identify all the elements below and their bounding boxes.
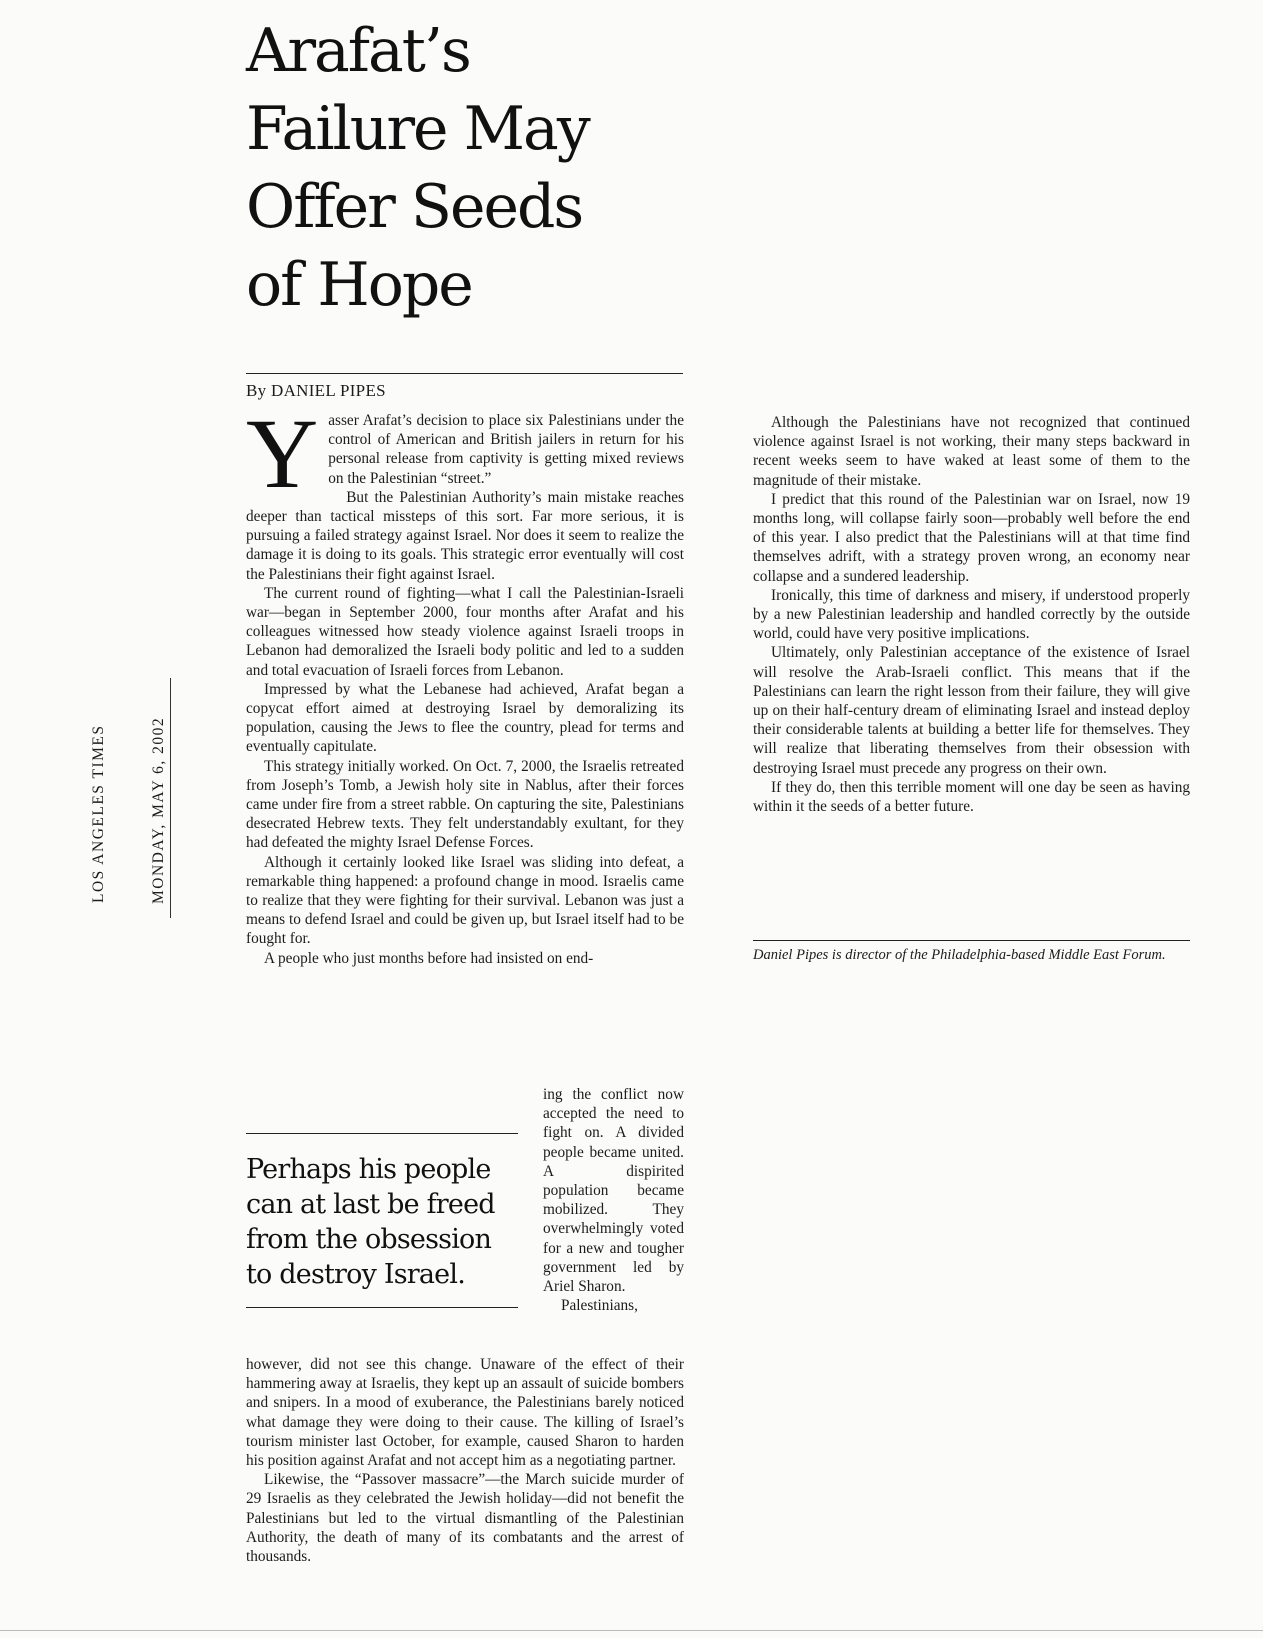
headline-line: Arafat’s <box>246 16 470 86</box>
paragraph: If they do, then this terrible moment will one day be seen as having within it the seeds of a better future. <box>753 778 1190 816</box>
article-column-left-bottom <box>246 1355 684 1566</box>
pullquote-bottom-rule <box>246 1307 518 1308</box>
sidebar-divider <box>170 678 171 918</box>
pull-quote <box>246 1152 536 1292</box>
scan-edge-line <box>0 1630 1263 1631</box>
paragraph: Palestinians, <box>561 1297 638 1315</box>
pull-quote-line: Perhaps his people <box>246 1154 491 1185</box>
paragraph: Impressed by what the Lebanese had achieved, Arafat began a copycat effort aimed at destroying Israel by demoralizing its population, causing the Jews to flee the country, plead for terms and eventually capitulate. <box>246 680 684 756</box>
bio-divider <box>753 940 1190 941</box>
paragraph: This strategy initially worked. On Oct. 7, 2000, the Israelis retreated from Joseph’s Tomb, a Jewish holy site in Nablus, after their forces came under fire from a street rabble. On capturing the site, Palestinians desecrated Hebrew texts. They felt understandably exultant, for they had defeated the mighty Israel Defense Forces. <box>246 757 684 852</box>
paragraph: A people who just months before had insisted on end- <box>264 949 594 967</box>
paragraph: The current round of fighting—what I call the Palestinian-Israeli war—began in September 2000, four months after Arafat and his colleagues witnessed how steady violence against Israeli troops in Lebanon had demoralized the Israeli body politic and led to a sudden and total evacuation of Israeli forces from Lebanon. <box>246 584 684 679</box>
headline <box>246 12 706 324</box>
headline-line: Offer Seeds <box>246 172 583 242</box>
headline-line: of Hope <box>246 250 472 320</box>
publication-date: MONDAY, MAY 6, 2002 <box>150 716 167 904</box>
paragraph: asser Arafat’s decision to place six Palestinians under the control of American and British jailers in return for his personal release from captivity is getting mixed reviews on the Palestinian “street.” <box>328 412 684 487</box>
paragraph: Although the Palestinians have not recognized that continued violence against Israel is not working, their many steps backward in recent weeks seem to have waked at least some of them to the magnitude of their mistake. <box>753 414 1190 489</box>
pull-quote-line: can at last be freed <box>246 1189 495 1220</box>
headline-line: Failure May <box>246 94 589 164</box>
byline-divider <box>246 373 683 374</box>
pull-quote-line: from the obsession <box>246 1224 492 1255</box>
author-bio: Daniel Pipes is director of the Philadelphia-based Middle East Forum. <box>753 947 1166 963</box>
paragraph: Likewise, the “Passover massacre”—the March suicide murder of 29 Israelis as they celebrated the Jewish holiday—did not benefit the Palestinians but led to the virtual dismantling of the Palestinian Authority, the death of many of its combatants and the arrest of thousands. <box>246 1471 684 1566</box>
pull-quote-line: to destroy Israel. <box>246 1259 465 1290</box>
drop-cap: Y <box>246 398 319 509</box>
paragraph: ing the conflict now accepted the need to fight on. A divided people became united. A dispirited population became mobilized. They overwhelmingly voted for a new and tougher government led by Ariel Sharon. <box>543 1086 684 1296</box>
publication-name: LOS ANGELES TIMES <box>90 724 107 903</box>
paragraph: But the Palestinian Authority’s main mistake reaches deeper than tactical missteps of this sort. Far more serious, it is pursuing a failed strategy against Israel. Nor does it seem to realize the damage it is doing to its goals. This strategic error eventually will cost the Palestinians their fight against Israel. <box>246 488 684 583</box>
article-column-right <box>753 413 1190 816</box>
paragraph: Ironically, this time of darkness and misery, if understood properly by a new Palestinian leadership and handled correctly by the outside world, could have very positive implications. <box>753 586 1190 643</box>
paragraph: Ultimately, only Palestinian acceptance of the existence of Israel will resolve the Arab-Israeli conflict. This means that if the Palestinians can learn the right lesson from their failure, they will give up on their half-century dream of eliminating Israel and instead deploy their considerable talents at building a better life for themselves. They will realize that liberating themselves from their obsession with destroying Israel must precede any progress on their own. <box>753 644 1190 777</box>
pullquote-top-rule <box>246 1133 518 1134</box>
article-column-narrow <box>543 1085 684 1315</box>
article-column-left <box>246 398 684 968</box>
paragraph: I predict that this round of the Palestinian war on Israel, now 19 months long, will collapse fairly soon—probably well before the end of this year. I also predict that the Palestinians will at that time find themselves adrift, with a strategy proven wrong, an economy near collapse and a sundered leadership. <box>753 490 1190 585</box>
paragraph: however, did not see this change. Unaware of the effect of their hammering away at Israelis, they kept up an assault of suicide bombers and snipers. In a mood of exuberance, the Palestinians barely noticed what damage they were doing to their cause. The killing of Israel’s tourism minister last October, for example, caused Sharon to harden his position against Arafat and not accept him as a negotiating partner. <box>246 1356 684 1470</box>
paragraph: Although it certainly looked like Israel was sliding into defeat, a remarkable thing happened: a profound change in mood. Israelis came to realize that they were fighting for their survival. Lebanon was just a means to defend Israel and could be given up, but Israel itself had to be fought for. <box>246 853 684 948</box>
byline: By DANIEL PIPES <box>246 381 386 400</box>
